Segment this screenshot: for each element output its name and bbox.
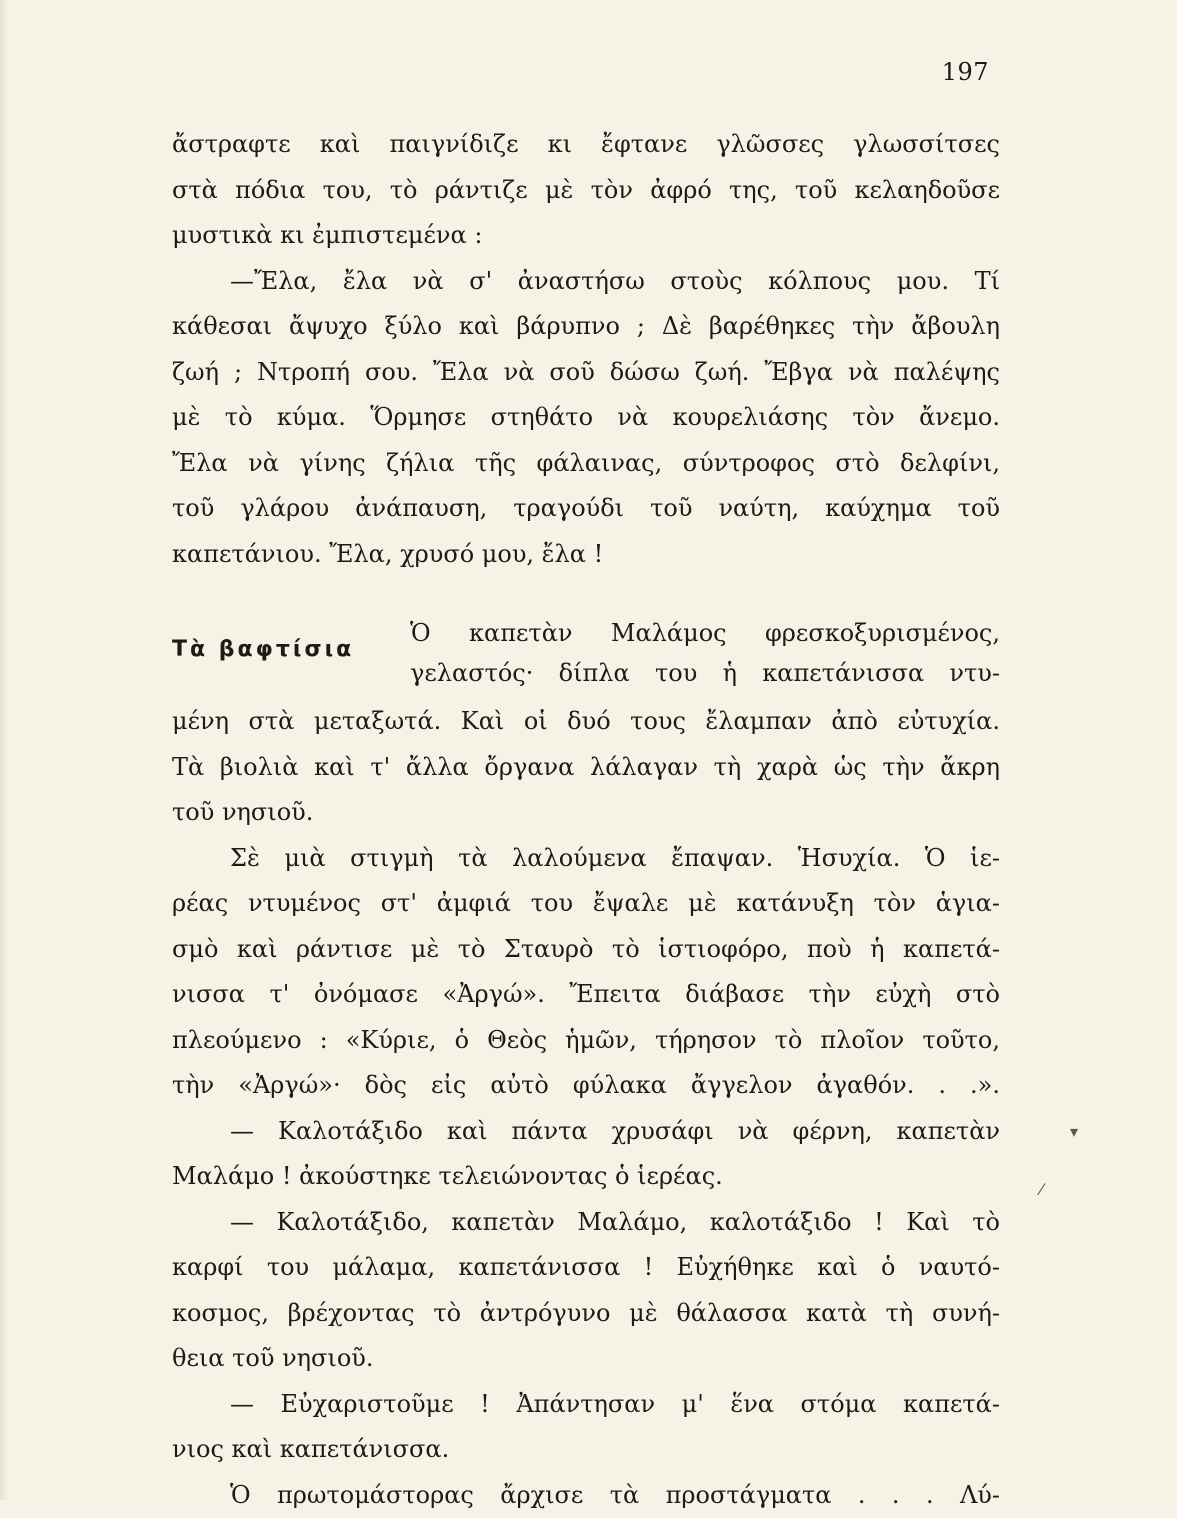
- paragraph: [172, 1109, 1000, 1200]
- text-line: τοῦ γλάρου ἀνάπαυση, τραγούδι τοῦ ναύτη, καύχημα τοῦ: [172, 486, 1000, 532]
- text-line: ρέας ντυμένος στ' ἀμφιά του ἔψαλε μὲ κατάνυξη τὸν ἁγια-: [172, 881, 1000, 927]
- text-line: καπετάνιου. Ἔλα, χρυσό μου, ἔλα !: [172, 532, 1000, 578]
- page-edge-shadow: [0, 0, 8, 1500]
- text-line: μυστικὰ κι ἐμπιστεμένα :: [172, 213, 1000, 259]
- text-line: στὰ πόδια του, τὸ ράντιζε μὲ τὸν ἀφρό της, τοῦ κελαηδοῦσε: [172, 168, 1000, 214]
- section-side-lines: [410, 613, 1000, 693]
- section-gap: [172, 577, 1000, 613]
- paragraph: [172, 122, 1000, 259]
- body-text: [172, 122, 1000, 1518]
- page-number: 197: [942, 58, 989, 86]
- section-heading: Τὰ βαφτίσια: [172, 637, 354, 662]
- ink-speck: ▾: [1070, 1122, 1078, 1141]
- section-start: [172, 613, 1000, 699]
- text-line: Ὁ πρωτομάστορας ἄρχισε τὰ προστάγματα . . . Λύ-: [172, 1473, 1000, 1518]
- text-line: μὲ τὸ κύμα. Ὅρμησε στηθάτο νὰ κουρελιάσης τὸν ἄνεμο.: [172, 395, 1000, 441]
- text-line: θεια τοῦ νησιοῦ.: [172, 1336, 1000, 1382]
- text-line: νιος καὶ καπετάνισσα.: [172, 1427, 1000, 1473]
- text-line: καρφί του μάλαμα, καπετάνισσα ! Εὐχήθηκε καὶ ὁ ναυτό-: [172, 1245, 1000, 1291]
- text-line: τὴν «Ἀργώ»· δὸς εἰς αὐτὸ φύλακα ἄγγελον ἀγαθόν. . .».: [172, 1063, 1000, 1109]
- text-line: κοσμος, βρέχοντας τὸ ἀντρόγυνο μὲ θάλασσα κατὰ τὴ συνή-: [172, 1291, 1000, 1337]
- text-line: κάθεσαι ἄψυχο ξύλο καὶ βάρυπνο ; Δὲ βαρέθηκες τὴν ἄβουλη: [172, 304, 1000, 350]
- text-line: τοῦ νησιοῦ.: [172, 790, 1000, 836]
- text-line: ζωή ; Ντροπή σου. Ἔλα νὰ σοῦ δώσω ζωή. Ἔβγα νὰ παλέψης: [172, 350, 1000, 396]
- text-line: Μαλάμο ! ἀκούστηκε τελειώνοντας ὁ ἱερέας.: [172, 1154, 1000, 1200]
- text-line: νισσα τ' ὀνόμασε «Ἀργώ». Ἔπειτα διάβασε τὴν εὐχὴ στὸ: [172, 972, 1000, 1018]
- text-line: Ἔλα νὰ γίνης ζήλια τῆς φάλαινας, σύντροφος στὸ δελφίνι,: [172, 441, 1000, 487]
- text-line: σμὸ καὶ ράντισε μὲ τὸ Σταυρὸ τὸ ἱστιοφόρο, ποὺ ἡ καπετά-: [172, 927, 1000, 973]
- text-line: — Καλοτάξιδο, καπετὰν Μαλάμο, καλοτάξιδο ! Καὶ τὸ: [172, 1200, 1000, 1246]
- text-line: — Καλοτάξιδο καὶ πάντα χρυσάφι νὰ φέρνη, καπετὰν: [172, 1109, 1000, 1155]
- text-line: γελαστός· δίπλα του ἡ καπετάνισσα ντυ-: [410, 653, 1000, 693]
- text-line: πλεούμενο : «Κύριε, ὁ Θεὸς ἡμῶν, τήρησον τὸ πλοῖον τοῦτο,: [172, 1018, 1000, 1064]
- paragraph: [172, 699, 1000, 836]
- paragraph: [172, 1382, 1000, 1473]
- text-line: ἄστραφτε καὶ παιγνίδιζε κι ἔφτανε γλῶσσες γλωσσίτσες: [172, 122, 1000, 168]
- text-line: — Εὐχαριστοῦμε ! Ἀπάντησαν μ' ἕνα στόμα καπετά-: [172, 1382, 1000, 1428]
- paragraph: [172, 836, 1000, 1109]
- text-line: Τὰ βιολιὰ καὶ τ' ἄλλα ὄργανα λάλαγαν τὴ χαρὰ ὡς τὴν ἄκρη: [172, 745, 1000, 791]
- text-line: Σὲ μιὰ στιγμὴ τὰ λαλούμενα ἔπαψαν. Ἡσυχία. Ὁ ἱε-: [172, 836, 1000, 882]
- text-line: —Ἔλα, ἔλα νὰ σ' ἀναστήσω στοὺς κόλπους μου. Τί: [172, 259, 1000, 305]
- paragraph: [172, 259, 1000, 578]
- ink-speck: ⁄: [1040, 1180, 1043, 1199]
- text-line: Ὁ καπετὰν Μαλάμος φρεσκοξυρισμένος,: [410, 613, 1000, 653]
- text-line: μένη στὰ μεταξωτά. Καὶ οἱ δυό τους ἔλαμπαν ἀπὸ εὐτυχία.: [172, 699, 1000, 745]
- paragraph: [172, 1473, 1000, 1518]
- paragraph: [172, 1200, 1000, 1382]
